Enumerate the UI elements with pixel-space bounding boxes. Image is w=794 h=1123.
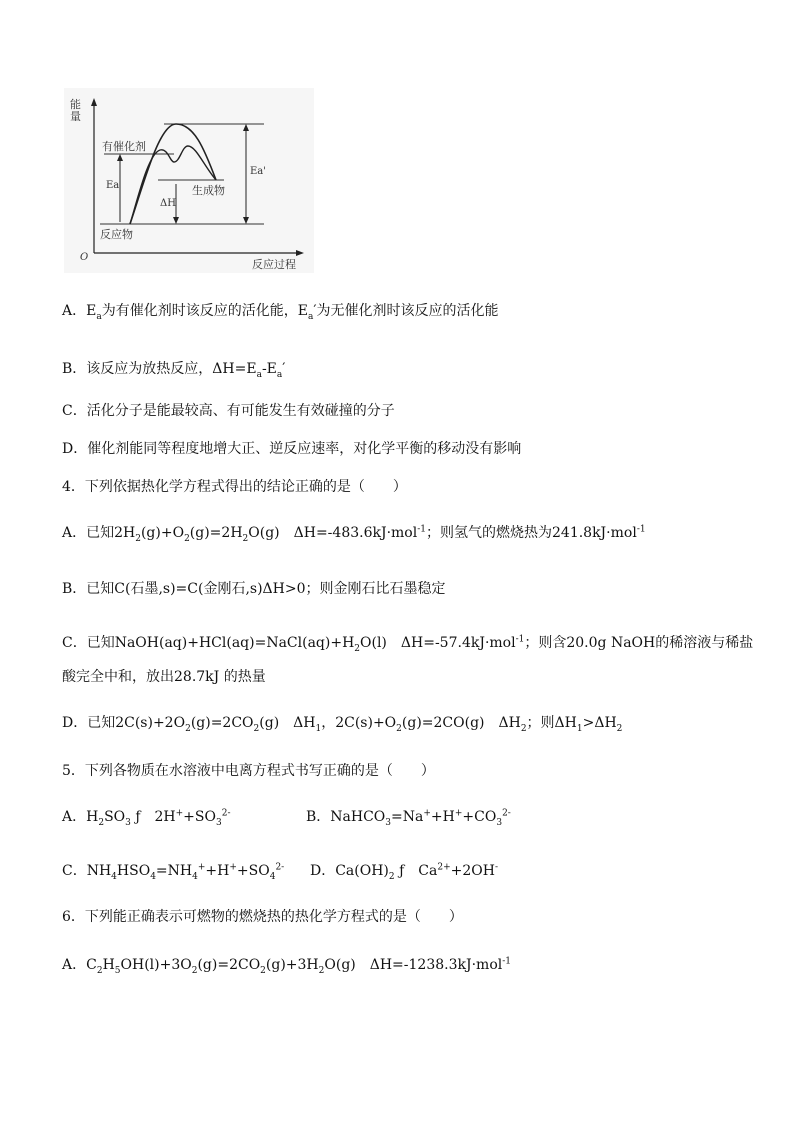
- q5-option-a: A．$H_2SO_3$ ƒ $2H^++SO_3^{2-}$: [62, 808, 231, 828]
- q4-option-d: D．已知$2C(s)+2O_2(g)=2CO_2(g)$ $\Delta H_1$，$2C(s)+O_2(g)=2CO(g)$ $\Delta H_2$；则$\Delta H_1>\Delta H_2$: [62, 715, 623, 734]
- ea-prime-label: Ea': [250, 166, 267, 177]
- q3-option-d: D．催化剂能同等程度地增大正、逆反应速率，对化学平衡的移动没有影响: [62, 441, 522, 457]
- catalyst-label: 有催化剂: [102, 140, 146, 153]
- q5-option-b: B．$NaHCO_3=Na^++H^++CO_3^{2-}$: [306, 808, 511, 828]
- dh-arrow-head: [173, 217, 179, 224]
- q3-option-c: C．活化分子是能最较高、有可能发生有效碰撞的分子: [62, 403, 395, 419]
- dh-label: ΔH: [160, 198, 176, 209]
- q3-option-a: A．$E_a$为有催化剂时该反应的活化能，$E_a'$为无催化剂时该反应的活化能: [62, 303, 499, 322]
- q4-option-a: A．已知$2H_2(g)+O_2(g)=2H_2O(g)$ ΔH=-483.6kJ·mol$^{-1}$；则氢气的燃烧热为241.8kJ·mol$^{-1}$: [62, 524, 646, 544]
- ea-arrow-head: [117, 154, 123, 161]
- ea-label: Ea: [106, 180, 120, 191]
- ea-prime-arrow-head-bottom: [243, 217, 249, 224]
- y-axis-arrow: [91, 98, 97, 106]
- q3-option-b: B．该反应为放热反应，$\Delta H=E_a-E_a'$: [62, 361, 286, 380]
- uncatalyzed-curve: [130, 124, 216, 224]
- energy-diagram: [64, 88, 314, 273]
- q5-option-c: C．$NH_4HSO_4=NH_4^++H^++SO_4^{2-}$: [62, 862, 285, 882]
- q4-option-c-line2: 酸完全中和，放出28.7kJ 的热量: [62, 669, 266, 685]
- q4-option-b: B．已知C(石墨,s)=C(金刚石,s)ΔH>0；则金刚石比石墨稳定: [62, 581, 446, 597]
- q6-option-a: A．$C_2H_5OH(l)+3O_2(g)=2CO_2(g)+3H_2O(g)$ ΔH=-1238.3kJ·mol$^{-1}$: [62, 956, 512, 976]
- q6-stem: 6．下列能正确表示可燃物的燃烧热的热化学方程式的是（ ）: [62, 909, 463, 925]
- reactant-label: 反应物: [100, 228, 133, 241]
- q5-stem: 5．下列各物质在水溶液中电离方程式书写正确的是（ ）: [62, 763, 435, 779]
- q5-option-d: D．$Ca(OH)_2$ ƒ $Ca^{2+}+2OH^-$: [310, 862, 498, 882]
- energy-diagram-svg: [64, 88, 314, 273]
- origin-label: O: [80, 252, 89, 263]
- ea-prime-arrow-head-top: [243, 124, 249, 131]
- product-label: 生成物: [192, 184, 225, 197]
- x-axis-label: 反应过程: [252, 258, 296, 271]
- q4-option-c-line1: C．已知$NaOH(aq)+HCl(aq)=NaCl(aq)+H_2O(l)$ ΔH=-57.4kJ·mol$^{-1}$；则含20.0g NaOH的稀溶液与稀盐: [62, 634, 754, 654]
- q4-stem: 4．下列依据热化学方程式得出的结论正确的是（ ）: [62, 479, 407, 495]
- x-axis-arrow: [296, 250, 304, 256]
- y-axis-label: 能量: [70, 98, 81, 123]
